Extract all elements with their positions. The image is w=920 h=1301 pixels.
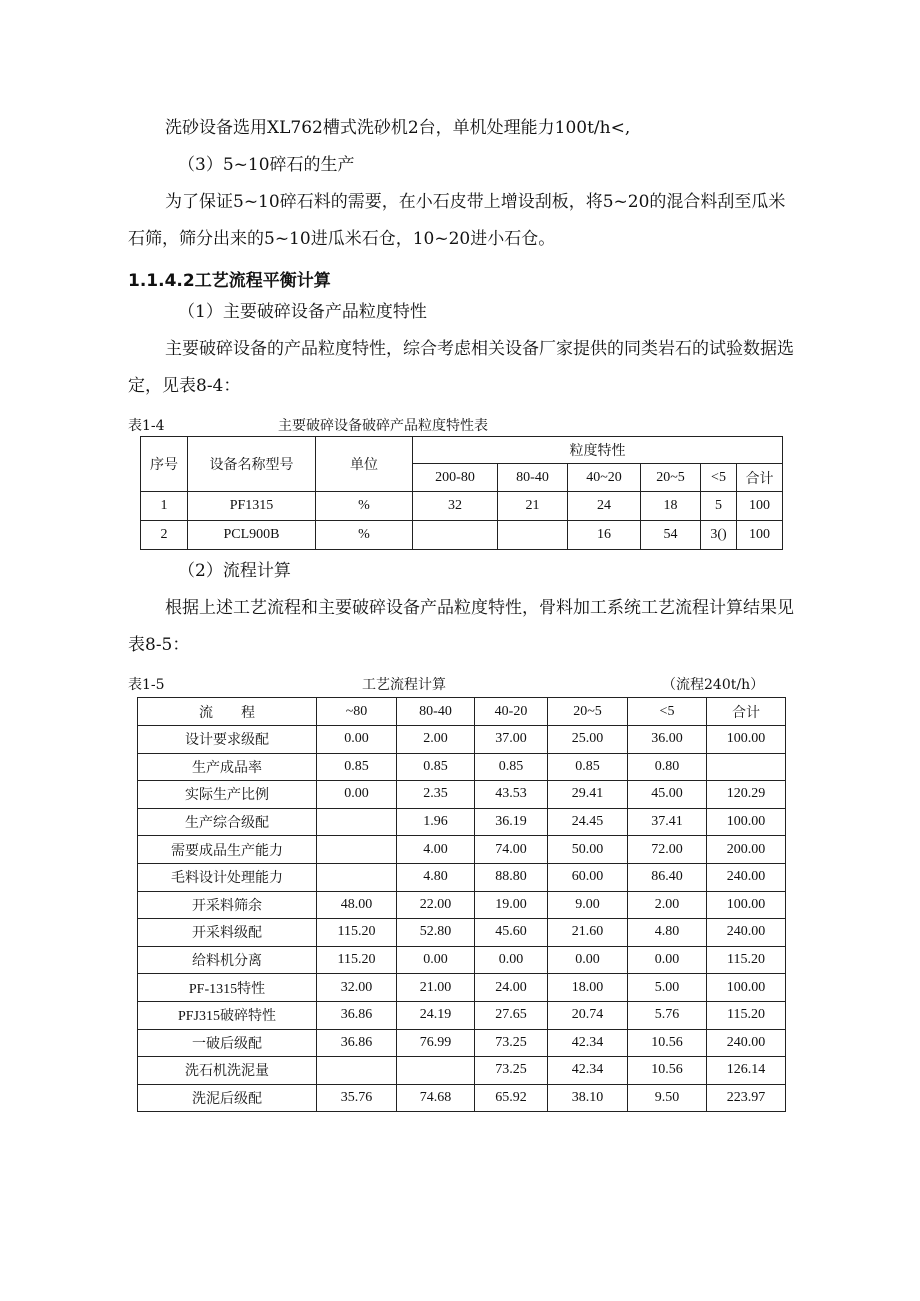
cell-value: 0.00 [628, 946, 707, 974]
subheading-flow-calc: （2）流程计算 [178, 561, 291, 581]
cell-value: 25.00 [548, 726, 628, 754]
header-size: <5 [628, 698, 707, 726]
cell-value: 0.80 [628, 753, 707, 781]
table-row [138, 974, 786, 1002]
cell-value: 73.25 [475, 1029, 548, 1057]
cell-model: PF1315 [188, 492, 316, 521]
section-heading: 1.1.4.2工艺流程平衡计算 [128, 271, 331, 291]
paragraph-gravel-line1: 为了保证5~10碎石料的需要，在小石皮带上增设刮板，将5~20的混合料刮至瓜米 [165, 192, 786, 212]
paragraph-gradation-line2: 定，见表8-4： [128, 376, 241, 396]
cell-value: 200.00 [707, 836, 786, 864]
gradation-table [140, 436, 783, 550]
cell-value: 115.20 [317, 946, 397, 974]
cell-process-name: 实际生产比例 [138, 781, 317, 809]
table-row [138, 1057, 786, 1085]
table-row [138, 863, 786, 891]
cell-value: 72.00 [628, 836, 707, 864]
cell-value: 24.45 [548, 808, 628, 836]
header-model: 设备名称型号 [188, 437, 316, 492]
table-row [138, 891, 786, 919]
cell-process-name: 开采料筛余 [138, 891, 317, 919]
cell-process-name: 洗石机洗泥量 [138, 1057, 317, 1085]
table1-label: 表1-4 [128, 418, 165, 434]
cell-value: 29.41 [548, 781, 628, 809]
table-row [138, 1001, 786, 1029]
cell-value: 37.41 [628, 808, 707, 836]
cell-value [397, 1057, 475, 1085]
header-gradation-group: 粒度特性 [413, 437, 783, 464]
cell-value: 0.00 [475, 946, 548, 974]
cell-value: 2.00 [397, 726, 475, 754]
cell-value: 74.68 [397, 1084, 475, 1112]
cell-value: 1.96 [397, 808, 475, 836]
cell-value: 0.85 [317, 753, 397, 781]
cell-value: 126.14 [707, 1057, 786, 1085]
cell-value: 0.85 [475, 753, 548, 781]
cell-value: 115.20 [707, 946, 786, 974]
cell-value [707, 753, 786, 781]
cell-value: 5 [701, 492, 737, 521]
paragraph-gravel-line2: 石筛，筛分出来的5~10进瓜米石仓，10~20进小石仓。 [128, 229, 556, 249]
cell-value: 16 [568, 521, 641, 550]
cell-unit: % [316, 521, 413, 550]
cell-value: 0.00 [548, 946, 628, 974]
cell-value: 18.00 [548, 974, 628, 1002]
cell-value: 36.19 [475, 808, 548, 836]
cell-value: 20.74 [548, 1001, 628, 1029]
cell-value: 48.00 [317, 891, 397, 919]
cell-value: 45.00 [628, 781, 707, 809]
cell-value: 38.10 [548, 1084, 628, 1112]
cell-value: 115.20 [707, 1001, 786, 1029]
cell-value: 100 [737, 521, 783, 550]
table-row [138, 919, 786, 947]
cell-value: 45.60 [475, 919, 548, 947]
cell-value: 10.56 [628, 1029, 707, 1057]
table-row [138, 1029, 786, 1057]
cell-value: 21.60 [548, 919, 628, 947]
header-size: 200-80 [413, 464, 498, 492]
cell-value [317, 1057, 397, 1085]
subheading-crusher-gradation: （1）主要破碎设备产品粒度特性 [178, 302, 427, 322]
cell-value: 223.97 [707, 1084, 786, 1112]
cell-seq: 1 [141, 492, 188, 521]
cell-value: 0.00 [317, 726, 397, 754]
cell-value: 0.00 [317, 781, 397, 809]
header-size: 20~5 [548, 698, 628, 726]
cell-value: 120.29 [707, 781, 786, 809]
cell-value: 86.40 [628, 863, 707, 891]
cell-value: 100.00 [707, 974, 786, 1002]
cell-value: 32 [413, 492, 498, 521]
table1-title: 主要破碎设备破碎产品粒度特性表 [278, 418, 488, 434]
cell-value: 36.86 [317, 1029, 397, 1057]
cell-value: 50.00 [548, 836, 628, 864]
cell-process-name: PF-1315特性 [138, 974, 317, 1002]
cell-value: 2.35 [397, 781, 475, 809]
header-size: 40~20 [568, 464, 641, 492]
cell-value: 4.80 [397, 863, 475, 891]
table-row [138, 781, 786, 809]
table-row [141, 492, 783, 521]
cell-value: 88.80 [475, 863, 548, 891]
cell-value: 4.00 [397, 836, 475, 864]
cell-value: 60.00 [548, 863, 628, 891]
cell-value: 5.76 [628, 1001, 707, 1029]
table2-title: 工艺流程计算 [362, 677, 446, 693]
table-row [138, 726, 786, 754]
header-size: 80-40 [498, 464, 568, 492]
cell-process-name: 洗泥后级配 [138, 1084, 317, 1112]
cell-process-name: PFJ315破碎特性 [138, 1001, 317, 1029]
cell-value [317, 808, 397, 836]
cell-value: 10.56 [628, 1057, 707, 1085]
table2-note: （流程240t/h） [662, 677, 765, 693]
cell-value: 24.00 [475, 974, 548, 1002]
cell-seq: 2 [141, 521, 188, 550]
cell-value: 36.86 [317, 1001, 397, 1029]
table-row [141, 521, 783, 550]
paragraph-flow-line2: 表8-5： [128, 635, 190, 655]
cell-value: 0.85 [397, 753, 475, 781]
cell-value: 240.00 [707, 1029, 786, 1057]
cell-value: 240.00 [707, 863, 786, 891]
cell-value [413, 521, 498, 550]
cell-value: 21 [498, 492, 568, 521]
cell-value: 52.80 [397, 919, 475, 947]
cell-value: 4.80 [628, 919, 707, 947]
cell-value: 24 [568, 492, 641, 521]
cell-value: 9.00 [548, 891, 628, 919]
cell-unit: % [316, 492, 413, 521]
table-row [138, 1084, 786, 1112]
cell-value: 37.00 [475, 726, 548, 754]
cell-value: 9.50 [628, 1084, 707, 1112]
cell-value: 100.00 [707, 891, 786, 919]
cell-process-name: 需要成品生产能力 [138, 836, 317, 864]
cell-value: 240.00 [707, 919, 786, 947]
cell-process-name: 生产综合级配 [138, 808, 317, 836]
cell-value: 100.00 [707, 726, 786, 754]
table-row [138, 836, 786, 864]
cell-value: 24.19 [397, 1001, 475, 1029]
cell-process-name: 开采料级配 [138, 919, 317, 947]
header-process: 流 程 [138, 698, 317, 726]
cell-value: 2.00 [628, 891, 707, 919]
cell-value [317, 836, 397, 864]
paragraph-flow-line1: 根据上述工艺流程和主要破碎设备产品粒度特性，骨料加工系统工艺流程计算结果见 [165, 598, 794, 618]
cell-value [498, 521, 568, 550]
header-total: 合计 [707, 698, 786, 726]
cell-value: 36.00 [628, 726, 707, 754]
cell-value: 76.99 [397, 1029, 475, 1057]
cell-process-name: 设计要求级配 [138, 726, 317, 754]
cell-process-name: 生产成品率 [138, 753, 317, 781]
cell-value: 100.00 [707, 808, 786, 836]
paragraph-gradation-line1: 主要破碎设备的产品粒度特性，综合考虑相关设备厂家提供的同类岩石的试验数据选 [165, 339, 794, 359]
cell-value: 32.00 [317, 974, 397, 1002]
cell-value: 42.34 [548, 1029, 628, 1057]
subheading-5-10-gravel: （3）5~10碎石的生产 [178, 155, 355, 175]
cell-value: 18 [641, 492, 701, 521]
cell-value: 42.34 [548, 1057, 628, 1085]
cell-process-name: 给料机分离 [138, 946, 317, 974]
header-size: 40-20 [475, 698, 548, 726]
cell-value: 21.00 [397, 974, 475, 1002]
cell-process-name: 一破后级配 [138, 1029, 317, 1057]
cell-model: PCL900B [188, 521, 316, 550]
table-row [138, 946, 786, 974]
cell-value: 5.00 [628, 974, 707, 1002]
cell-value: 22.00 [397, 891, 475, 919]
cell-value: 73.25 [475, 1057, 548, 1085]
cell-value: 115.20 [317, 919, 397, 947]
header-unit: 单位 [316, 437, 413, 492]
cell-process-name: 毛料设计处理能力 [138, 863, 317, 891]
cell-value: 0.00 [397, 946, 475, 974]
table-row [138, 808, 786, 836]
table-row [138, 753, 786, 781]
cell-value: 3() [701, 521, 737, 550]
cell-value: 27.65 [475, 1001, 548, 1029]
cell-value: 35.76 [317, 1084, 397, 1112]
cell-value [317, 863, 397, 891]
cell-value: 100 [737, 492, 783, 521]
cell-value: 19.00 [475, 891, 548, 919]
cell-value: 43.53 [475, 781, 548, 809]
cell-value: 54 [641, 521, 701, 550]
cell-value: 65.92 [475, 1084, 548, 1112]
header-size: <5 [701, 464, 737, 492]
cell-value: 0.85 [548, 753, 628, 781]
header-total: 合计 [737, 464, 783, 492]
flow-calc-table [137, 697, 786, 1112]
header-size: 80-40 [397, 698, 475, 726]
header-size: ~80 [317, 698, 397, 726]
paragraph-sand-washing: 洗砂设备选用XL762槽式洗砂机2台，单机处理能力100t/h<, [165, 118, 631, 138]
header-size: 20~5 [641, 464, 701, 492]
table-header-row [138, 698, 786, 726]
cell-value: 74.00 [475, 836, 548, 864]
table2-label: 表1-5 [128, 677, 165, 693]
header-seq: 序号 [141, 437, 188, 492]
